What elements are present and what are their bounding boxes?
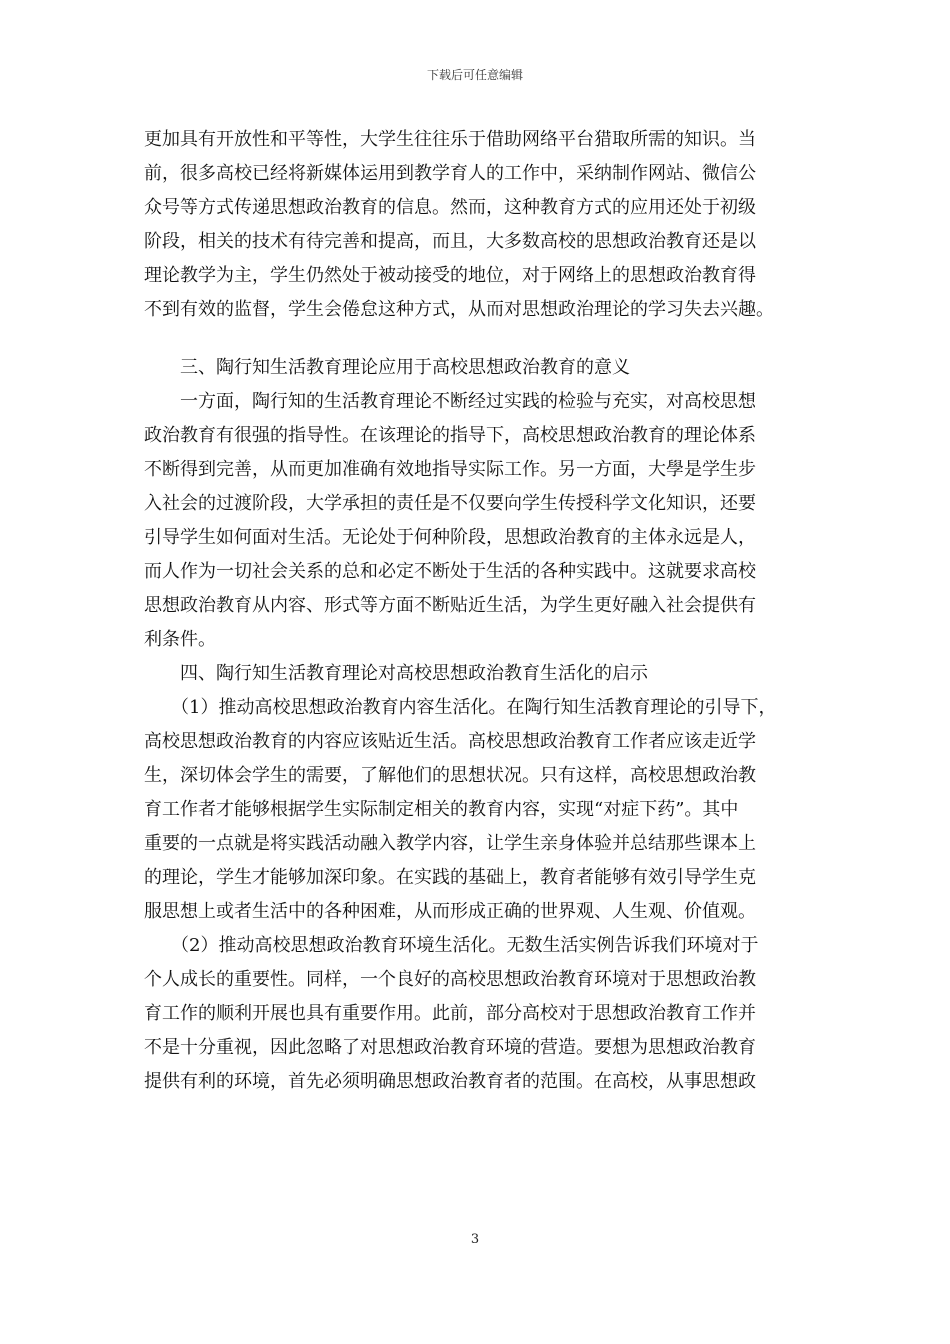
text-line: 育工作者才能够根据学生实际制定相关的教育内容，实现“对症下药”。其中 <box>144 799 739 820</box>
text-line: （2）推动高校思想政治教育环境生活化。无数生活实例告诉我们环境对于 <box>144 935 759 956</box>
text-line: 不断得到完善，从而更加准确有效地指导实际工作。另一方面，大學是学生步 <box>144 459 756 480</box>
text-line: 高校思想政治教育的内容应该贴近生活。高校思想政治教育工作者应该走近学 <box>144 731 756 752</box>
text-line: 不是十分重视，因此忽略了对思想政治教育环境的营造。要想为思想政治教育 <box>144 1037 756 1058</box>
text-line: 重要的一点就是将实践活动融入教学内容，让学生亲身体验并总结那些课本上 <box>144 833 756 854</box>
page-header: 下载后可任意编辑 <box>426 68 523 82</box>
text-line: （1）推动高校思想政治教育内容生活化。在陶行知生活教育理论的引导下， <box>144 697 777 718</box>
text-line: 理论教学为主，学生仍然处于被动接受的地位，对于网络上的思想政治教育得 <box>144 265 756 286</box>
text-line: 而人作为一切社会关系的总和必定不断处于生活的各种实践中。这就要求高校 <box>144 561 756 582</box>
text-line: 一方面，陶行知的生活教育理论不断经过实践的检验与充实，对高校思想 <box>144 391 756 412</box>
text-line: 提供有利的环境，首先必须明确思想政治教育者的范围。在高校，从事思想政 <box>144 1071 756 1092</box>
text-line: 众号等方式传递思想政治教育的信息。然而，这种教育方式的应用还处于初级 <box>144 197 756 218</box>
section-heading: 三、陶行知生活教育理论应用于高校思想政治教育的意义 <box>144 357 630 378</box>
text-line: 政治教育有很强的指导性。在该理论的指导下，高校思想政治教育的理论体系 <box>144 425 756 446</box>
text-line: 思想政治教育从内容、形式等方面不断贴近生活，为学生更好融入社会提供有 <box>144 595 756 616</box>
text-line: 生，深切体会学生的需要，了解他们的思想状况。只有这样，高校思想政治教 <box>144 765 756 786</box>
text-line: 不到有效的监督，学生会倦怠这种方式，从而对思想政治理论的学习失去兴趣。 <box>144 299 774 320</box>
text-line: 更加具有开放性和平等性，大学生往往乐于借助网络平台猎取所需的知识。当 <box>144 129 756 150</box>
text-line: 入社会的过渡阶段，大学承担的责任是不仅要向学生传授科学文化知识，还要 <box>144 493 756 514</box>
text-line: 阶段，相关的技术有待完善和提高，而且，大多数高校的思想政治教育还是以 <box>144 231 756 252</box>
text-line: 育工作的顺利开展也具有重要作用。此前，部分高校对于思想政治教育工作并 <box>144 1003 756 1024</box>
text-line: 前，很多高校已经将新媒体运用到教学育人的工作中，采纳制作网站、微信公 <box>144 163 756 184</box>
text-line: 引导学生如何面对生活。无论处于何种阶段，思想政治教育的主体永远是人， <box>144 527 756 548</box>
text-line: 利条件。 <box>144 629 216 650</box>
section-heading: 四、陶行知生活教育理论对高校思想政治教育生活化的启示 <box>144 663 648 684</box>
page-number: 3 <box>470 1232 480 1247</box>
text-line: 的理论，学生才能够加深印象。在实践的基础上，教育者能够有效引导学生克 <box>144 867 756 888</box>
text-line: 服思想上或者生活中的各种困难，从而形成正确的世界观、人生观、价值观。 <box>144 901 756 922</box>
text-line: 个人成长的重要性。同样，一个良好的高校思想政治教育环境对于思想政治教 <box>144 969 756 990</box>
